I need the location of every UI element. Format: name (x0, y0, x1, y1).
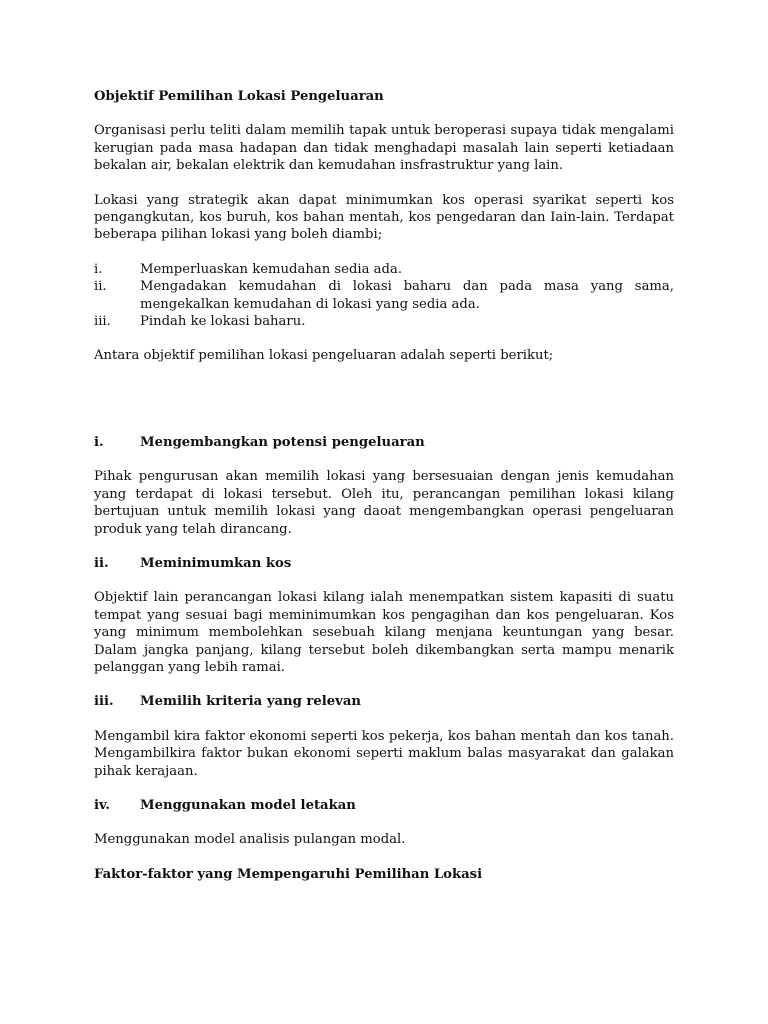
section-heading (94, 434, 674, 451)
section-heading (94, 555, 674, 572)
option-list-item (94, 313, 674, 330)
section-heading (94, 693, 674, 710)
section-number: iii. (94, 694, 114, 710)
option-number: iii. (94, 314, 111, 330)
section-body: Mengambil kira faktor ekonomi seperti kos pekerja, kos bahan mentah dan kos tanah. Mengambilkira faktor bukan ekonomi seperti maklum balas masyarakat dan galakan pihak kerajaan. (94, 728, 674, 779)
option-number: i. (94, 261, 103, 277)
section-heading (94, 797, 674, 814)
document-title: Objektif Pemilihan Lokasi Pengeluaran (94, 89, 384, 104)
document-content (94, 88, 674, 883)
option-list-item (94, 278, 674, 313)
section-body: Pihak pengurusan akan memilih lokasi yang bersesuaian dengan jenis kemudahan yang terdapat di lokasi tersebut. Oleh itu, perancangan pemilihan lokasi kilang bertujuan untuk memilih lokasi yang daoat mengembangkan operasi pengeluaran produk yang telah dirancang. (94, 469, 674, 537)
section-number: iv. (94, 797, 110, 813)
option-text: Mengadakan kemudahan di lokasi baharu dan pada masa yang sama, mengekalkan kemudahan di lokasi yang sedia ada. (140, 279, 674, 312)
lead-in-paragraph: Antara objektif pemilihan lokasi pengeluaran adalah seperti berikut; (94, 348, 554, 364)
option-list-item (94, 261, 674, 278)
intro-paragraph: Lokasi yang strategik akan dapat minimumkan kos operasi syarikat seperti kos pengangkutan, kos buruh, kos bahan mentah, kos pengedaran dan Iain-lain. Terdapat beberapa pilihan lokasi yang boleh diambi; (94, 192, 674, 243)
option-text: Memperluaskan kemudahan sedia ada. (140, 261, 403, 277)
option-number: ii. (94, 279, 107, 295)
section-number: i. (94, 434, 104, 450)
intro-paragraph: Organisasi perlu teliti dalam memilih tapak untuk beroperasi supaya tidak mengalami kerugian pada masa hadapan dan tidak menghadapi masalah lain seperti ketiadaan bekalan air, bekalan elektrik dan kemudahan insfrastruktur yang lain. (94, 123, 674, 174)
section-body: Menggunakan model analisis pulangan modal. (94, 832, 406, 848)
section-heading-text: Mengembangkan potensi pengeluaran (140, 434, 425, 450)
section-body: Objektif lain perancangan lokasi kilang ialah menempatkan sistem kapasiti di suatu tempat yang sesuai bagi meminimumkan kos pengagihan dan kos pengeluaran. Kos yang minimum membolehkan sesebuah kilang menjana keuntungan yang besar. Dalam jangka panjang, kilang tersebut boleh dikembangkan serta mampu menarik pelanggan yang lebih ramai. (94, 590, 674, 675)
section-number: ii. (94, 555, 109, 571)
option-text: Pindah ke lokasi baharu. (140, 314, 306, 330)
section-heading-text: Menggunakan model letakan (140, 797, 356, 813)
section-heading-text: Memilih kriteria yang relevan (140, 694, 361, 710)
closing-heading: Faktor-faktor yang Mempengaruhi Pemilihan Lokasi (94, 866, 483, 882)
section-heading-text: Meminimumkan kos (140, 555, 292, 571)
